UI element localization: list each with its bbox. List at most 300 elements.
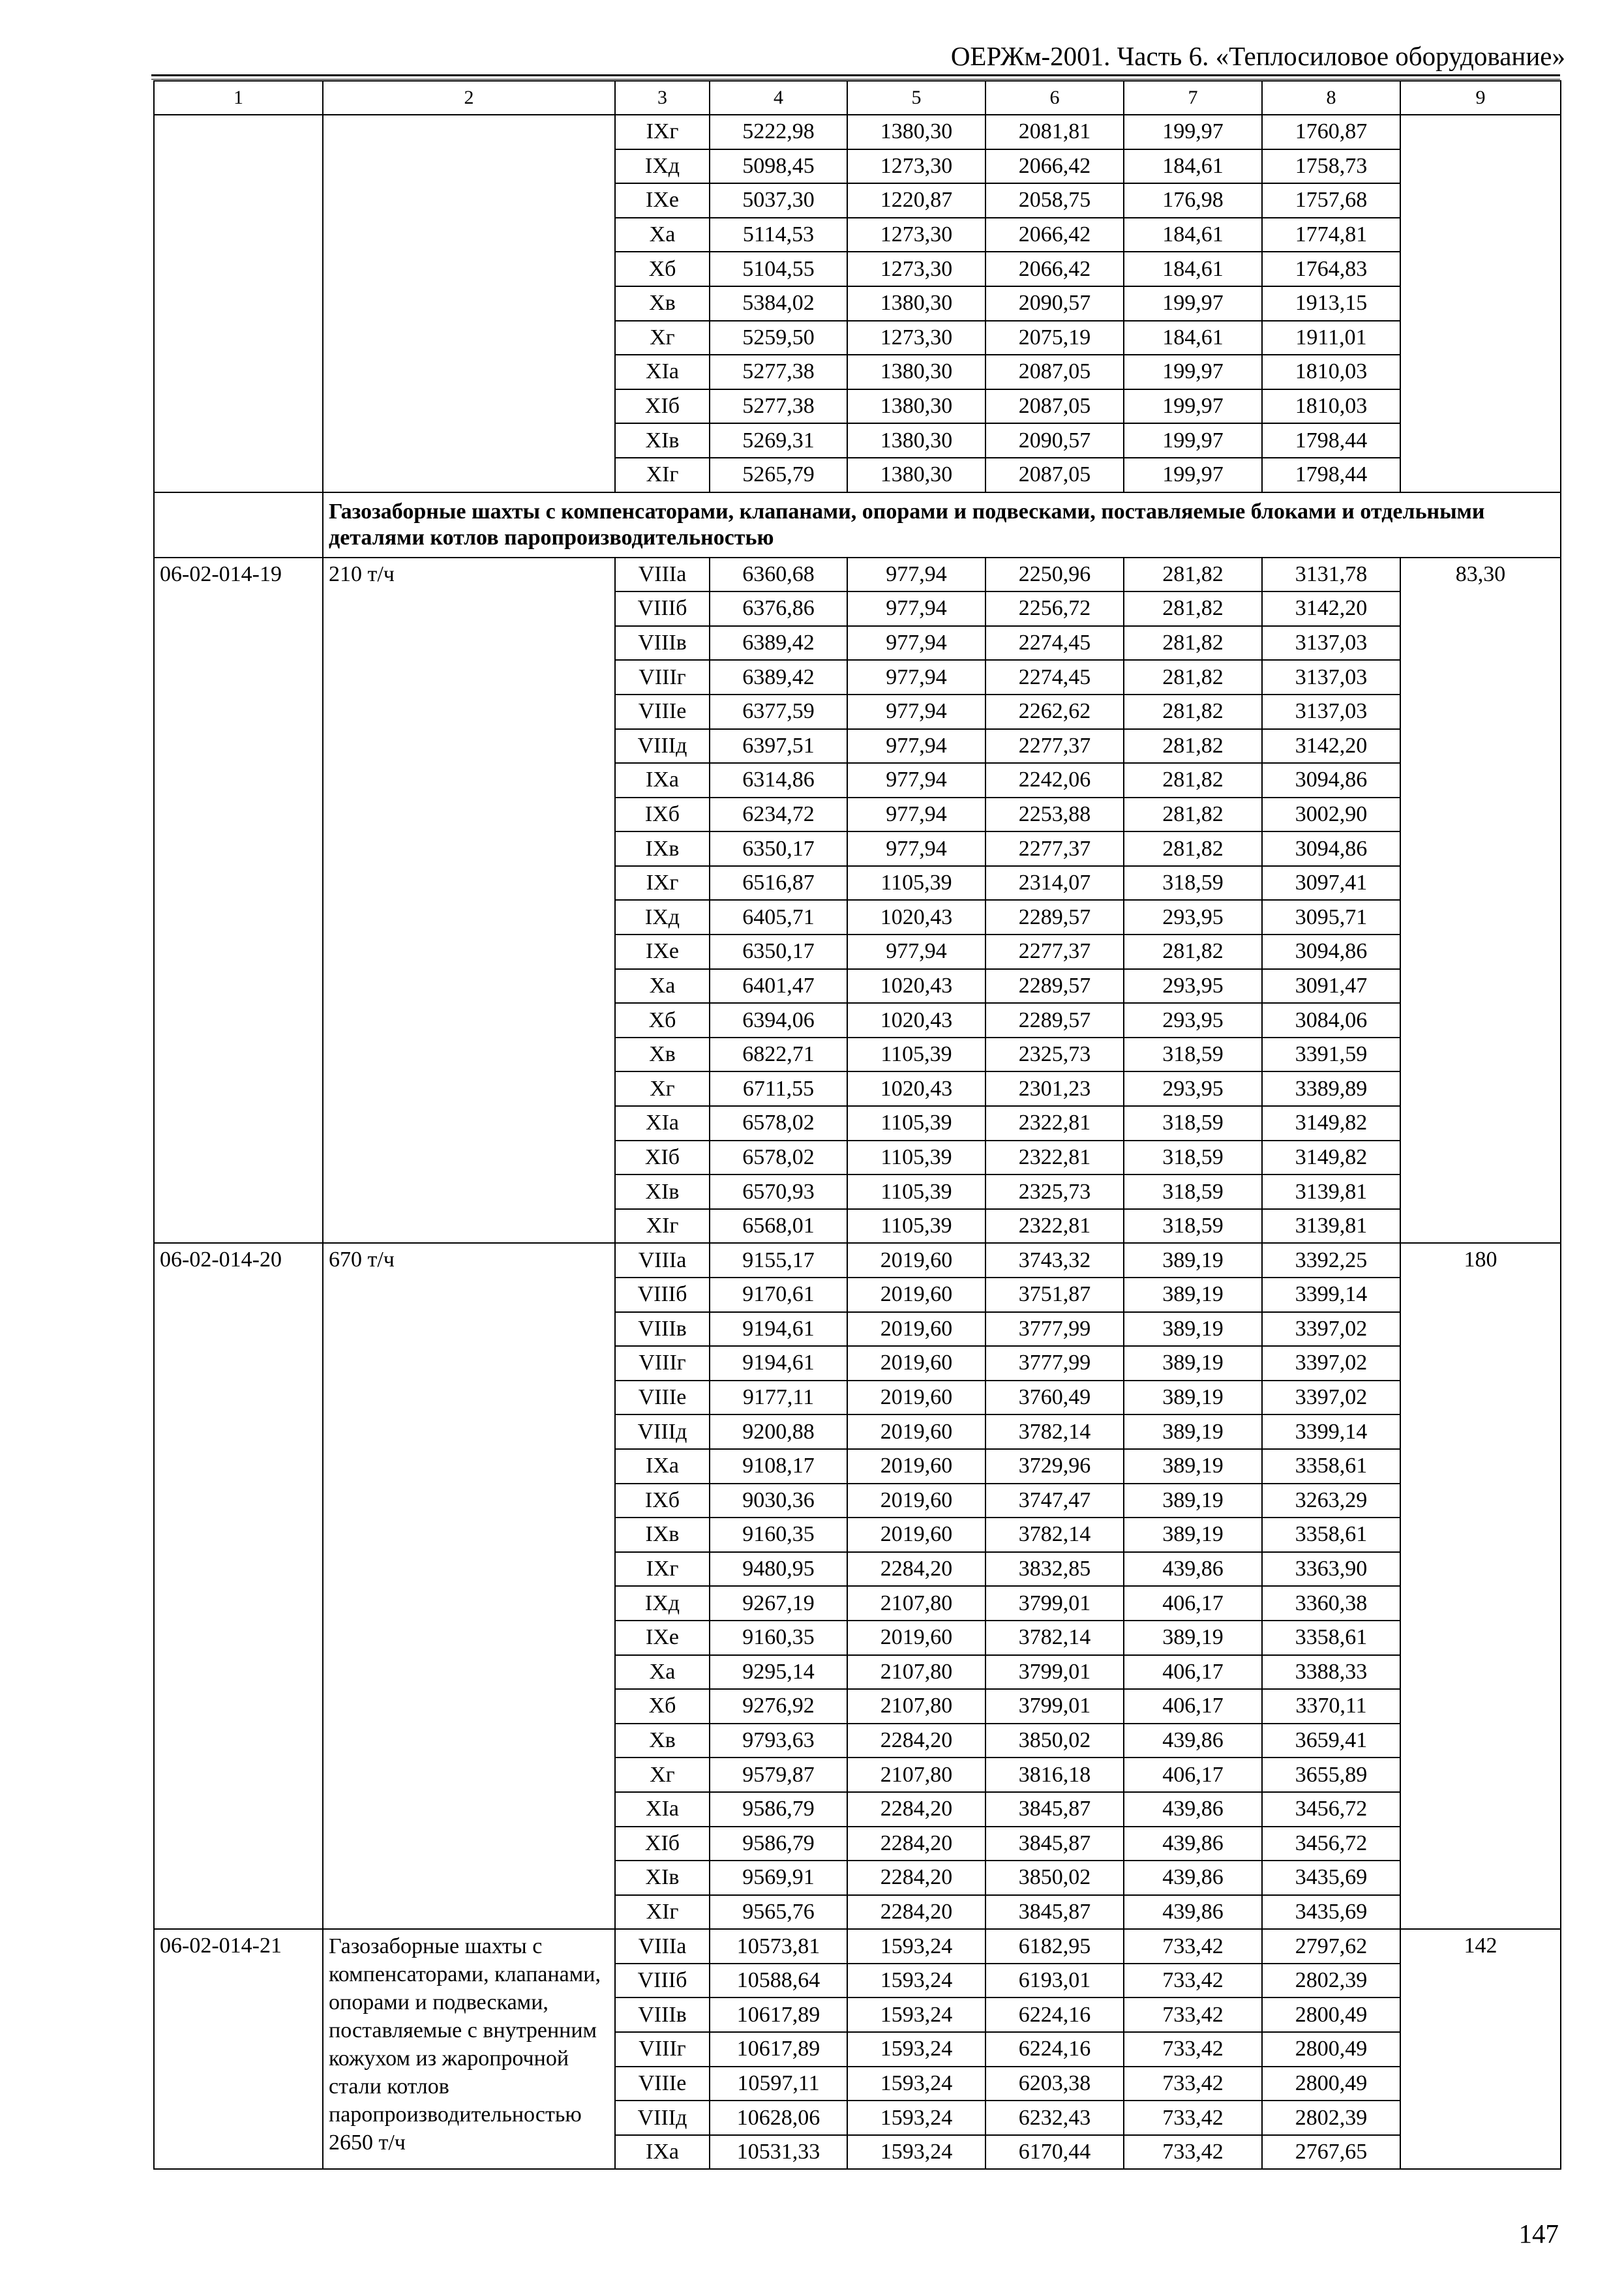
value-cell: 3850,02 (985, 1724, 1124, 1758)
value-cell: 318,59 (1124, 866, 1262, 901)
value-cell: 6405,71 (710, 900, 847, 935)
value-cell: Xа (615, 969, 710, 1004)
value-cell: VIIIе (615, 695, 710, 729)
value-cell: 439,86 (1124, 1724, 1262, 1758)
value-cell: 389,19 (1124, 1278, 1262, 1312)
value-cell: 293,95 (1124, 969, 1262, 1004)
value-cell: 9565,76 (710, 1895, 847, 1930)
value-cell: 293,95 (1124, 900, 1262, 935)
value-cell: 1273,30 (847, 252, 985, 286)
value-cell: 9267,19 (710, 1586, 847, 1621)
value-cell: 406,17 (1124, 1689, 1262, 1724)
value-cell: 3782,14 (985, 1414, 1124, 1449)
value-cell: 1911,01 (1262, 321, 1400, 355)
value-cell: 3137,03 (1262, 660, 1400, 695)
header-rule-thin (151, 79, 1560, 80)
value-cell: 2019,60 (847, 1621, 985, 1655)
value-cell: IXд (615, 149, 710, 184)
value-cell: 6360,68 (710, 558, 847, 592)
value-cell: 318,59 (1124, 1038, 1262, 1072)
value-cell: 977,94 (847, 626, 985, 661)
value-cell: 3399,14 (1262, 1414, 1400, 1449)
value-cell: XIб (615, 389, 710, 424)
value-cell: 2090,57 (985, 423, 1124, 458)
value-cell: 2277,37 (985, 935, 1124, 969)
value-cell: 2075,19 (985, 321, 1124, 355)
value-cell: 2277,37 (985, 831, 1124, 866)
value-cell: 6376,86 (710, 591, 847, 626)
value-cell: 1593,24 (847, 2032, 985, 2067)
value-cell: 406,17 (1124, 1758, 1262, 1792)
value-cell: 2066,42 (985, 218, 1124, 252)
value-cell: 293,95 (1124, 1003, 1262, 1038)
value-cell: XIв (615, 1174, 710, 1209)
value-cell: XIа (615, 355, 710, 389)
value-cell: 184,61 (1124, 252, 1262, 286)
value-cell: 2019,60 (847, 1518, 985, 1552)
value-cell: 6389,42 (710, 660, 847, 695)
value-cell: 389,19 (1124, 1346, 1262, 1381)
column-number-row (154, 81, 1561, 115)
value-cell: 2081,81 (985, 115, 1124, 149)
column-number: 3 (615, 81, 710, 115)
value-cell: 2301,23 (985, 1071, 1124, 1106)
section-title: Газозаборные шахты с компенсаторами, клапанами, опорами и подвесками, поставляемые блоками и отдельными деталями котлов паропроизводительностью (323, 492, 1561, 558)
value-cell: Xв (615, 1038, 710, 1072)
code-cell: 06-02-014-19 (154, 558, 323, 1244)
value-cell: 2314,07 (985, 866, 1124, 901)
value-cell: 1774,81 (1262, 218, 1400, 252)
value-cell: 2090,57 (985, 286, 1124, 321)
value-cell: 3832,85 (985, 1552, 1124, 1587)
value-cell: 2277,37 (985, 729, 1124, 764)
value-cell: 3139,81 (1262, 1174, 1400, 1209)
value-cell: 3094,86 (1262, 935, 1400, 969)
value-cell: Xб (615, 1003, 710, 1038)
value-cell: 199,97 (1124, 115, 1262, 149)
value-cell: 389,19 (1124, 1449, 1262, 1484)
value-cell: 1764,83 (1262, 252, 1400, 286)
value-cell: VIIIг (615, 660, 710, 695)
value-cell: 1380,30 (847, 423, 985, 458)
value-cell: 9569,91 (710, 1861, 847, 1895)
value-cell: 3850,02 (985, 1861, 1124, 1895)
value-cell: XIг (615, 458, 710, 492)
value-cell: 2284,20 (847, 1552, 985, 1587)
column-number: 7 (1124, 81, 1262, 115)
value-cell: XIа (615, 1106, 710, 1141)
value-cell: 2284,20 (847, 1792, 985, 1827)
value-cell: 10531,33 (710, 2135, 847, 2170)
value-cell: 199,97 (1124, 423, 1262, 458)
column-number: 6 (985, 81, 1124, 115)
value-cell: 2325,73 (985, 1038, 1124, 1072)
value-cell: 3729,96 (985, 1449, 1124, 1484)
value-cell: VIIIв (615, 1997, 710, 2032)
page-header: ОЕРЖм-2001. Часть 6. «Теплосиловое оборудование» (950, 41, 1565, 71)
value-cell: 2019,60 (847, 1312, 985, 1347)
value-cell: 1593,24 (847, 2067, 985, 2101)
value-cell: 733,42 (1124, 1997, 1262, 2032)
value-cell: 1105,39 (847, 866, 985, 901)
value-cell: IXб (615, 798, 710, 832)
value-cell: 199,97 (1124, 389, 1262, 424)
value-cell: 10628,06 (710, 2101, 847, 2135)
value-cell: 389,19 (1124, 1518, 1262, 1552)
col9-cell: 180 (1400, 1243, 1561, 1929)
name-cell: 210 т/ч (323, 558, 615, 1244)
value-cell: VIIIе (615, 2067, 710, 2101)
value-cell: 1105,39 (847, 1209, 985, 1244)
value-cell: 2107,80 (847, 1758, 985, 1792)
value-cell: IXа (615, 2135, 710, 2170)
value-cell: 389,19 (1124, 1312, 1262, 1347)
value-cell: Xг (615, 1071, 710, 1106)
value-cell: 9480,95 (710, 1552, 847, 1587)
value-cell: 3391,59 (1262, 1038, 1400, 1072)
value-cell: 3397,02 (1262, 1312, 1400, 1347)
table-row (154, 1929, 1561, 1964)
value-cell: 6711,55 (710, 1071, 847, 1106)
value-cell: 3456,72 (1262, 1827, 1400, 1861)
value-cell: 2066,42 (985, 149, 1124, 184)
value-cell: 3002,90 (1262, 798, 1400, 832)
value-cell: 3751,87 (985, 1278, 1124, 1312)
value-cell: IXв (615, 1518, 710, 1552)
value-cell: 2019,60 (847, 1243, 985, 1278)
value-cell: VIIIд (615, 2101, 710, 2135)
value-cell: 3389,89 (1262, 1071, 1400, 1106)
value-cell: 5104,55 (710, 252, 847, 286)
value-cell: 389,19 (1124, 1381, 1262, 1415)
value-cell: 6193,01 (985, 1964, 1124, 1998)
value-cell: 6182,95 (985, 1929, 1124, 1964)
value-cell: 1380,30 (847, 115, 985, 149)
value-cell: 6377,59 (710, 695, 847, 729)
value-cell: 3142,20 (1262, 591, 1400, 626)
value-cell: 1593,24 (847, 2101, 985, 2135)
value-cell: 9295,14 (710, 1655, 847, 1690)
value-cell: 977,94 (847, 695, 985, 729)
value-cell: 5259,50 (710, 321, 847, 355)
column-number: 8 (1262, 81, 1400, 115)
value-cell: 6578,02 (710, 1106, 847, 1141)
value-cell: 1810,03 (1262, 389, 1400, 424)
value-cell: 9586,79 (710, 1792, 847, 1827)
value-cell: 439,86 (1124, 1861, 1262, 1895)
value-cell: 6232,43 (985, 2101, 1124, 2135)
value-cell: 2800,49 (1262, 2032, 1400, 2067)
value-cell: 3456,72 (1262, 1792, 1400, 1827)
value-cell: 1760,87 (1262, 115, 1400, 149)
value-cell: 733,42 (1124, 1929, 1262, 1964)
value-cell: 3816,18 (985, 1758, 1124, 1792)
value-cell: 1380,30 (847, 286, 985, 321)
value-cell: 3760,49 (985, 1381, 1124, 1415)
value-cell: 389,19 (1124, 1484, 1262, 1518)
value-cell: 9793,63 (710, 1724, 847, 1758)
value-cell: VIIIб (615, 1278, 710, 1312)
value-cell: 293,95 (1124, 1071, 1262, 1106)
price-table (153, 80, 1561, 2170)
value-cell: 2262,62 (985, 695, 1124, 729)
value-cell: 2802,39 (1262, 2101, 1400, 2135)
value-cell: 3263,29 (1262, 1484, 1400, 1518)
value-cell: 3799,01 (985, 1586, 1124, 1621)
value-cell: 3142,20 (1262, 729, 1400, 764)
value-cell: 6314,86 (710, 763, 847, 798)
value-cell: 406,17 (1124, 1586, 1262, 1621)
value-cell: 9160,35 (710, 1518, 847, 1552)
value-cell: 2284,20 (847, 1895, 985, 1930)
value-cell: VIIIа (615, 1243, 710, 1278)
value-cell: 281,82 (1124, 558, 1262, 592)
value-cell: VIIIа (615, 1929, 710, 1964)
name-cell (323, 115, 615, 492)
value-cell: 3397,02 (1262, 1346, 1400, 1381)
value-cell: IXг (615, 866, 710, 901)
value-cell: VIIIе (615, 1381, 710, 1415)
value-cell: 9194,61 (710, 1346, 847, 1381)
value-cell: 3659,41 (1262, 1724, 1400, 1758)
value-cell: 2325,73 (985, 1174, 1124, 1209)
value-cell: 6822,71 (710, 1038, 847, 1072)
value-cell: 2289,57 (985, 1003, 1124, 1038)
value-cell: 1020,43 (847, 969, 985, 1004)
value-cell: 5265,79 (710, 458, 847, 492)
value-cell: 1913,15 (1262, 286, 1400, 321)
value-cell: 3094,86 (1262, 831, 1400, 866)
value-cell: 977,94 (847, 591, 985, 626)
value-cell: 9155,17 (710, 1243, 847, 1278)
value-cell: 6389,42 (710, 626, 847, 661)
value-cell: XIв (615, 1861, 710, 1895)
value-cell: Xв (615, 286, 710, 321)
value-cell: 3388,33 (1262, 1655, 1400, 1690)
value-cell: 3149,82 (1262, 1106, 1400, 1141)
value-cell: 977,94 (847, 729, 985, 764)
value-cell: 439,86 (1124, 1552, 1262, 1587)
value-cell: 6350,17 (710, 935, 847, 969)
value-cell: 281,82 (1124, 626, 1262, 661)
value-cell: 318,59 (1124, 1174, 1262, 1209)
value-cell: VIIIг (615, 1346, 710, 1381)
value-cell: 1273,30 (847, 321, 985, 355)
value-cell: 1593,24 (847, 1964, 985, 1998)
value-cell: 5384,02 (710, 286, 847, 321)
value-cell: 3845,87 (985, 1895, 1124, 1930)
value-cell: 2087,05 (985, 458, 1124, 492)
value-cell: 1273,30 (847, 149, 985, 184)
value-cell: 10617,89 (710, 1997, 847, 2032)
value-cell: 6394,06 (710, 1003, 847, 1038)
value-cell: 3137,03 (1262, 626, 1400, 661)
value-cell: 2058,75 (985, 183, 1124, 218)
value-cell: 2019,60 (847, 1414, 985, 1449)
value-cell: 1758,73 (1262, 149, 1400, 184)
value-cell: Xг (615, 321, 710, 355)
table-row (154, 558, 1561, 592)
value-cell: 1810,03 (1262, 355, 1400, 389)
column-number: 4 (710, 81, 847, 115)
value-cell: 6234,72 (710, 798, 847, 832)
value-cell: IXе (615, 183, 710, 218)
value-cell: 3435,69 (1262, 1861, 1400, 1895)
value-cell: 5277,38 (710, 355, 847, 389)
column-number: 2 (323, 81, 615, 115)
code-cell: 06-02-014-21 (154, 1929, 323, 2169)
value-cell: VIIIв (615, 1312, 710, 1347)
value-cell: 733,42 (1124, 1964, 1262, 1998)
value-cell: VIIIб (615, 1964, 710, 1998)
value-cell: 6350,17 (710, 831, 847, 866)
value-cell: 1798,44 (1262, 458, 1400, 492)
value-cell: Xа (615, 1655, 710, 1690)
section-row (154, 492, 1561, 558)
section-empty-cell (154, 492, 323, 558)
value-cell: 1020,43 (847, 1003, 985, 1038)
value-cell: 2322,81 (985, 1106, 1124, 1141)
value-cell: 3094,86 (1262, 763, 1400, 798)
value-cell: 184,61 (1124, 149, 1262, 184)
value-cell: IXа (615, 1449, 710, 1484)
value-cell: 2767,65 (1262, 2135, 1400, 2170)
value-cell: 977,94 (847, 660, 985, 695)
value-cell: XIб (615, 1827, 710, 1861)
value-cell: 3397,02 (1262, 1381, 1400, 1415)
value-cell: 2066,42 (985, 252, 1124, 286)
value-cell: 2253,88 (985, 798, 1124, 832)
value-cell: 3655,89 (1262, 1758, 1400, 1792)
value-cell: 2087,05 (985, 355, 1124, 389)
value-cell: 184,61 (1124, 218, 1262, 252)
value-cell: 9160,35 (710, 1621, 847, 1655)
value-cell: 439,86 (1124, 1827, 1262, 1861)
value-cell: 2800,49 (1262, 2067, 1400, 2101)
value-cell: IXд (615, 900, 710, 935)
value-cell: 977,94 (847, 763, 985, 798)
value-cell: XIа (615, 1792, 710, 1827)
value-cell: 406,17 (1124, 1655, 1262, 1690)
value-cell: VIIIб (615, 591, 710, 626)
value-cell: 6203,38 (985, 2067, 1124, 2101)
value-cell: 5277,38 (710, 389, 847, 424)
value-cell: 1593,24 (847, 1997, 985, 2032)
value-cell: 199,97 (1124, 458, 1262, 492)
value-cell: 9200,88 (710, 1414, 847, 1449)
header-rule (151, 74, 1560, 76)
value-cell: 281,82 (1124, 729, 1262, 764)
value-cell: 6570,93 (710, 1174, 847, 1209)
value-cell: IXв (615, 831, 710, 866)
value-cell: 318,59 (1124, 1141, 1262, 1175)
value-cell: 1593,24 (847, 1929, 985, 1964)
value-cell: 281,82 (1124, 660, 1262, 695)
value-cell: 3370,11 (1262, 1689, 1400, 1724)
value-cell: VIIIд (615, 729, 710, 764)
value-cell: 2284,20 (847, 1724, 985, 1758)
value-cell: 2019,60 (847, 1449, 985, 1484)
value-cell: 9030,36 (710, 1484, 847, 1518)
value-cell: Xв (615, 1724, 710, 1758)
value-cell: 1757,68 (1262, 183, 1400, 218)
value-cell: 3777,99 (985, 1346, 1124, 1381)
value-cell: 281,82 (1124, 935, 1262, 969)
value-cell: 1105,39 (847, 1174, 985, 1209)
value-cell: 6516,87 (710, 866, 847, 901)
page-number: 147 (1518, 2219, 1559, 2249)
value-cell: 3799,01 (985, 1655, 1124, 1690)
value-cell: 6224,16 (985, 1997, 1124, 2032)
value-cell: 3097,41 (1262, 866, 1400, 901)
value-cell: 1380,30 (847, 355, 985, 389)
value-cell: 2322,81 (985, 1141, 1124, 1175)
value-cell: 2087,05 (985, 389, 1124, 424)
value-cell: 2019,60 (847, 1278, 985, 1312)
value-cell: 1105,39 (847, 1141, 985, 1175)
value-cell: 733,42 (1124, 2101, 1262, 2135)
value-cell: 2289,57 (985, 900, 1124, 935)
value-cell: 2256,72 (985, 591, 1124, 626)
value-cell: 2284,20 (847, 1861, 985, 1895)
value-cell: 389,19 (1124, 1621, 1262, 1655)
value-cell: 733,42 (1124, 2067, 1262, 2101)
value-cell: 1273,30 (847, 218, 985, 252)
value-cell: 3747,47 (985, 1484, 1124, 1518)
table-row (154, 115, 1561, 149)
value-cell: 3358,61 (1262, 1449, 1400, 1484)
name-cell: Газозаборные шахты с компенсаторами, клапанами, опорами и подвесками, поставляемые с внутренним кожухом из жаропрочной стали котлов паропроизводительностью 2650 т/ч (323, 1929, 615, 2169)
value-cell: 1593,24 (847, 2135, 985, 2170)
value-cell: 5222,98 (710, 115, 847, 149)
value-cell: 1798,44 (1262, 423, 1400, 458)
value-cell: 2800,49 (1262, 1997, 1400, 2032)
value-cell: 6170,44 (985, 2135, 1124, 2170)
value-cell: 1020,43 (847, 900, 985, 935)
value-cell: 184,61 (1124, 321, 1262, 355)
value-cell: IXа (615, 763, 710, 798)
value-cell: XIв (615, 423, 710, 458)
value-cell: 2019,60 (847, 1484, 985, 1518)
value-cell: VIIIа (615, 558, 710, 592)
value-cell: 3363,90 (1262, 1552, 1400, 1587)
value-cell: XIг (615, 1895, 710, 1930)
value-cell: 199,97 (1124, 286, 1262, 321)
value-cell: 439,86 (1124, 1792, 1262, 1827)
value-cell: 3084,06 (1262, 1003, 1400, 1038)
value-cell: 3360,38 (1262, 1586, 1400, 1621)
value-cell: 2019,60 (847, 1346, 985, 1381)
col9-cell: 142 (1400, 1929, 1561, 2169)
value-cell: 3095,71 (1262, 900, 1400, 935)
value-cell: 9108,17 (710, 1449, 847, 1484)
value-cell: 439,86 (1124, 1895, 1262, 1930)
value-cell: 176,98 (1124, 183, 1262, 218)
value-cell: 2107,80 (847, 1586, 985, 1621)
value-cell: 9177,11 (710, 1381, 847, 1415)
value-cell: 3799,01 (985, 1689, 1124, 1724)
value-cell: 9194,61 (710, 1312, 847, 1347)
value-cell: VIIIв (615, 626, 710, 661)
value-cell: Xг (615, 1758, 710, 1792)
value-cell: 389,19 (1124, 1243, 1262, 1278)
value-cell: 2284,20 (847, 1827, 985, 1861)
value-cell: 281,82 (1124, 798, 1262, 832)
value-cell: 3149,82 (1262, 1141, 1400, 1175)
value-cell: 281,82 (1124, 591, 1262, 626)
column-number: 5 (847, 81, 985, 115)
value-cell: 1380,30 (847, 458, 985, 492)
